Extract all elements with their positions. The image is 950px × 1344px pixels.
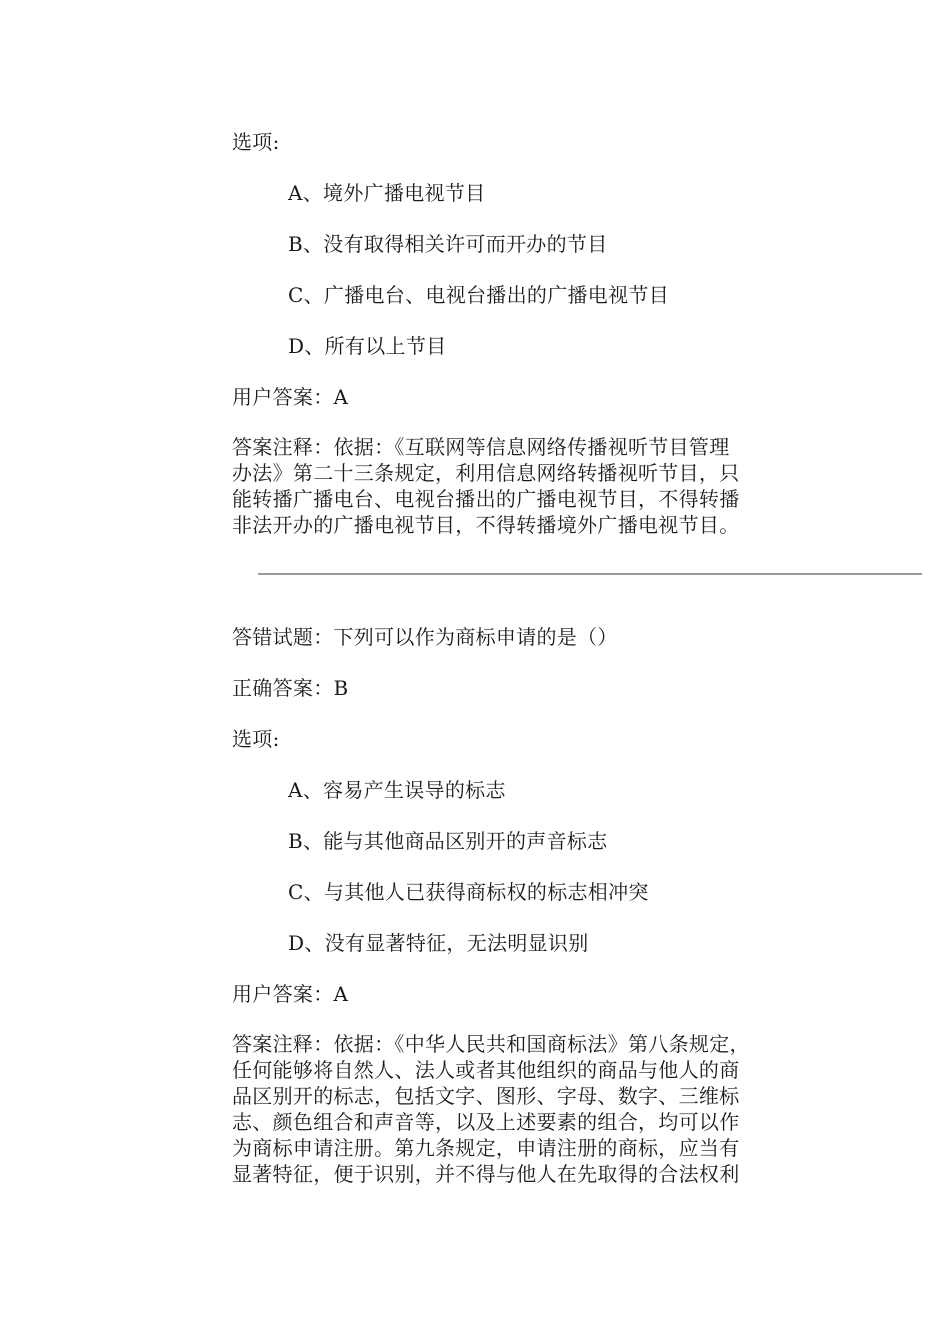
options-label: 选项:: [232, 130, 280, 154]
user-answer: 用户答案：A: [232, 982, 349, 1006]
answer-note-line: 显著特征，便于识别，并不得与他人在先取得的合法权利: [232, 1162, 740, 1186]
answer-note: [232, 1031, 807, 1187]
option-c: C、与其他人已获得商标权的标志相冲突: [288, 880, 649, 904]
answer-note-line: 非法开办的广播电视节目，不得转播境外广播电视节目。: [232, 513, 740, 537]
answer-note-line: 志、颜色组合和声音等，以及上述要素的组合，均可以作: [232, 1110, 740, 1134]
option-a: A、境外广播电视节目: [288, 181, 486, 205]
wrong-question: 答错试题：下列可以作为商标申请的是（）: [232, 625, 618, 649]
answer-note-line: 为商标申请注册。第九条规定，申请注册的商标，应当有: [232, 1136, 740, 1160]
correct-answer: 正确答案：B: [232, 676, 349, 700]
user-answer: 用户答案：A: [232, 385, 349, 409]
answer-note-line: 办法》第二十三条规定，利用信息网络转播视听节目，只: [232, 461, 740, 485]
answer-note-line: 答案注释：依据：《互联网等信息网络传播视听节目管理: [232, 435, 730, 459]
option-d: D、所有以上节目: [288, 334, 447, 358]
option-b: B、能与其他商品区别开的声音标志: [288, 829, 608, 853]
option-d: D、没有显著特征，无法明显识别: [288, 931, 589, 955]
answer-note-line: 能转播广播电台、电视台播出的广播电视节目，不得转播: [232, 487, 740, 511]
option-b: B、没有取得相关许可而开办的节目: [288, 232, 608, 256]
answer-note: [232, 434, 807, 538]
section-divider: [258, 573, 922, 575]
option-a: A、容易产生误导的标志: [288, 778, 506, 802]
answer-note-line: 任何能够将自然人、法人或者其他组织的商品与他人的商: [232, 1058, 740, 1082]
options-label: 选项:: [232, 727, 280, 751]
answer-note-line: 品区别开的标志，包括文字、图形、字母、数字、三维标: [232, 1084, 740, 1108]
option-c: C、广播电台、电视台播出的广播电视节目: [288, 283, 670, 307]
answer-note-line: 答案注释：依据：《中华人民共和国商标法》第八条规定，: [232, 1032, 750, 1056]
